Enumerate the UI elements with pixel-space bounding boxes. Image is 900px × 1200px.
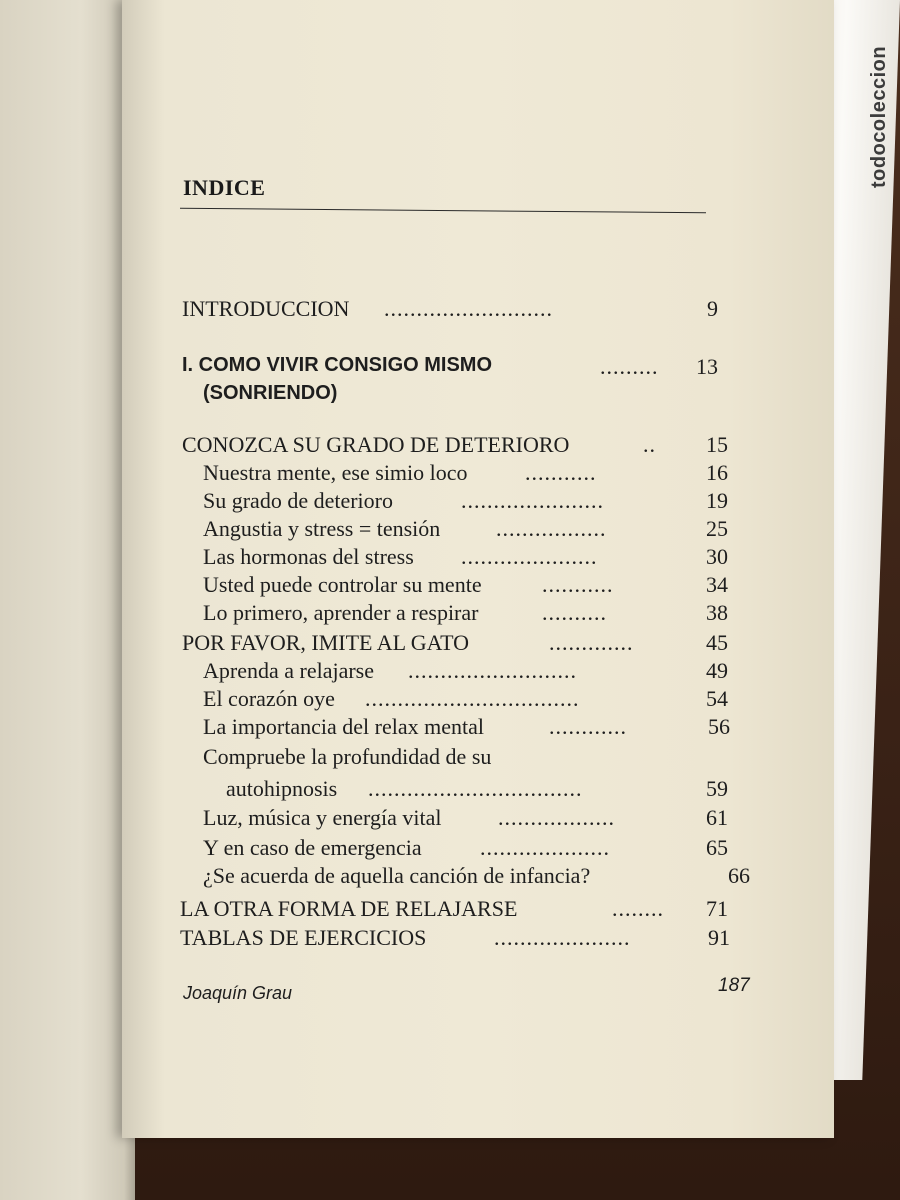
- toc-entry-page: 45: [706, 630, 728, 655]
- footer-page-number: 187: [718, 975, 750, 996]
- toc-entry: [0, 572, 760, 602]
- toc-entry: [0, 432, 760, 462]
- toc-entry: [0, 835, 760, 865]
- footer-author: Joaquín Grau: [183, 983, 293, 1003]
- toc-entry-page: 56: [708, 714, 730, 739]
- toc-entry-leader: .....................: [461, 544, 598, 569]
- toc-entry-leader: ..................: [498, 805, 615, 830]
- toc-entry-page: 34: [706, 572, 728, 597]
- toc-entry-title: CONOZCA SU GRADO DE DETERIORO: [182, 432, 570, 457]
- toc-entry: [0, 600, 760, 630]
- toc-entry-leader: .................................: [365, 686, 580, 711]
- toc-entry-leader: ......................: [461, 488, 604, 513]
- toc-entry-title: INTRODUCCION: [182, 296, 350, 321]
- toc-entry-title: Usted puede controlar su mente: [203, 572, 482, 597]
- toc-entry-title: autohipnosis: [226, 776, 338, 801]
- toc-entry-title: La importancia del relax mental: [203, 714, 484, 739]
- watermark: todocoleccion: [868, 45, 890, 188]
- toc-entry: [0, 925, 760, 955]
- toc-entry: [0, 896, 760, 926]
- toc-entry-page: 91: [708, 925, 730, 950]
- toc-entry-title: Las hormonas del stress: [203, 544, 414, 569]
- toc-entry: [0, 488, 760, 518]
- toc-entry-title: Y en caso de emergencia: [203, 835, 422, 860]
- toc-entry-leader: ..........................: [408, 658, 577, 683]
- toc-entry-page: 61: [706, 805, 728, 830]
- toc-entry-page: 30: [706, 544, 728, 569]
- toc-entry-page: 13: [696, 354, 718, 379]
- toc-entry-page: 16: [706, 460, 728, 485]
- toc-entry-page: 66: [728, 863, 750, 888]
- toc-entry: [0, 516, 760, 546]
- toc-entry-page: 71: [706, 896, 728, 921]
- toc-entry: [0, 382, 760, 412]
- toc-entry: [0, 630, 760, 660]
- toc-entry-leader: ..........................: [384, 296, 553, 321]
- toc-entry-page: 19: [706, 488, 728, 513]
- toc-entry-leader: .....................: [494, 925, 631, 950]
- toc-entry-title: LA OTRA FORMA DE RELAJARSE: [180, 896, 518, 921]
- toc-entry: [0, 805, 760, 835]
- toc-entry: [0, 460, 760, 490]
- toc-entry-leader: ........: [612, 896, 664, 921]
- toc-entry-leader: ............: [549, 714, 627, 739]
- toc-entry-title: Su grado de deterioro: [203, 488, 393, 513]
- toc-entry-title: I. COMO VIVIR CONSIGO MISMO: [182, 354, 493, 376]
- toc-entry: [0, 686, 760, 716]
- toc-entry-title: Angustia y stress = tensión: [203, 516, 441, 541]
- toc-entry-page: 49: [706, 658, 728, 683]
- toc-entry-page: 9: [707, 296, 718, 321]
- toc-entry: [0, 658, 760, 688]
- toc-entry: [0, 714, 760, 744]
- toc-entry-title: Luz, música y energía vital: [203, 805, 442, 830]
- toc-entry: [0, 744, 760, 774]
- toc-entry-title: (SONRIENDO): [203, 382, 338, 404]
- toc-entry-title: El corazón oye: [203, 686, 335, 711]
- toc-entry: [0, 354, 760, 384]
- toc-entry-title: ¿Se acuerda de aquella canción de infancia?: [203, 863, 591, 888]
- toc-entry-leader: ....................: [480, 835, 610, 860]
- toc-entry: [0, 776, 760, 806]
- toc-entry-title: Aprenda a relajarse: [203, 658, 375, 683]
- toc-entry-leader: .................................: [368, 776, 583, 801]
- toc-entry-leader: ..........: [542, 600, 607, 625]
- toc-entry-title: Compruebe la profundidad de su: [203, 744, 492, 769]
- toc-entry-page: 25: [706, 516, 728, 541]
- toc-entry-page: 65: [706, 835, 728, 860]
- toc-entry-page: 15: [706, 432, 728, 457]
- toc-entry-leader: ...........: [542, 572, 614, 597]
- toc-entry: [0, 544, 760, 574]
- toc-entry-page: 54: [706, 686, 728, 711]
- toc-entry-title: Nuestra mente, ese simio loco: [203, 460, 468, 485]
- toc-entry-leader: .............: [549, 630, 634, 655]
- index-heading: INDICE: [183, 175, 266, 200]
- toc-entry-page: 59: [706, 776, 728, 801]
- toc-entry-leader: .................: [496, 516, 607, 541]
- toc-entry-title: TABLAS DE EJERCICIOS: [180, 925, 427, 950]
- toc-entry-title: POR FAVOR, IMITE AL GATO: [182, 630, 470, 655]
- toc-entry-title: Lo primero, aprender a respirar: [203, 600, 479, 625]
- toc-entry: [0, 863, 760, 893]
- toc-entry: [0, 296, 760, 326]
- toc-entry-leader: .........: [600, 354, 659, 379]
- toc-entry-leader: ...........: [525, 460, 597, 485]
- toc-entry-page: 38: [706, 600, 728, 625]
- toc-entry-leader: ..: [643, 432, 656, 457]
